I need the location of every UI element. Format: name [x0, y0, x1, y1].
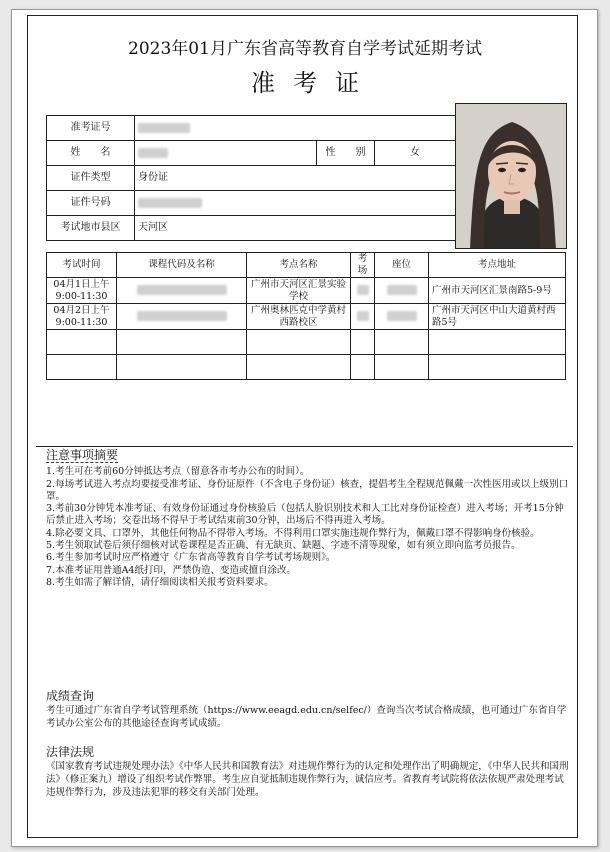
- section-divider: [36, 446, 573, 447]
- header-seat: 座位: [375, 253, 429, 278]
- score-section: [46, 690, 571, 730]
- header-site: 考点名称: [247, 253, 351, 278]
- id-no-value: [135, 191, 456, 216]
- score-title: 成绩查询: [46, 689, 95, 703]
- id-type-label: 证件类型: [47, 166, 135, 191]
- header-time: 考试时间: [47, 253, 117, 278]
- ticket-value: [135, 116, 456, 141]
- row2-course: [117, 304, 247, 330]
- district-row: [47, 216, 456, 241]
- id-no-row: [47, 191, 456, 216]
- name-row: [47, 141, 456, 166]
- page-subtitle: 准考证: [251, 69, 377, 97]
- page-title: 2023年01月广东省高等教育自学考试延期考试: [128, 39, 482, 59]
- id-type-value: 身份证: [135, 166, 456, 191]
- gender-label: 性 别: [317, 141, 375, 166]
- row1-course: [117, 278, 247, 304]
- id-type-row: [47, 166, 456, 191]
- redacted-seat: [387, 311, 417, 321]
- candidate-info-table: [46, 115, 456, 241]
- name-label: 姓 名: [47, 141, 135, 166]
- notes-section: [46, 449, 571, 589]
- law-section: [46, 746, 571, 799]
- header-address: 考点地址: [429, 253, 566, 278]
- note-item: 5.考生领取试卷后须仔细核对试卷课程是否正确、有无缺页、缺题、字迹不清等现象，如有须立即向监考员报告。: [46, 540, 521, 552]
- note-item: 3.考前30分钟凭本准考证、有效身份证通过身份核验后（包括人脸识别技术和人工比对身份证检查）进入考场；开考15分钟后禁止进入考场；交卷出场不得早于考试结束前30分钟，出场后不得再进入考场。: [46, 503, 564, 527]
- row1-address: 广州市天河区汇景南路5-9号: [429, 278, 566, 304]
- row2-room: [351, 304, 375, 330]
- header-room: 考场: [351, 253, 375, 278]
- row2-address: 广州市天河区中山大道黄村西路5号: [429, 304, 566, 330]
- law-title: 法律法规: [46, 745, 95, 759]
- schedule-header-row: [47, 253, 566, 278]
- candidate-photo: [455, 103, 567, 249]
- row2-seat: [375, 304, 429, 330]
- law-text: 《国家教育考试违规处理办法》《中华人民共和国教育法》对违规作弊行为的认定和处理作出了明确规定，《中华人民共和国刑法》（修正案九）增设了组织考试作弊罪。考生应自觉抵制违规作弊行为，诚信应考。省教育考试院将依法依规严肃处理考试违规作弊行为，涉及违法犯罪的移交有关部门处理。: [46, 761, 569, 798]
- id-no-label: 证件号码: [47, 191, 135, 216]
- table-row: [47, 330, 566, 355]
- row1-seat: [375, 278, 429, 304]
- gender-value: 女: [375, 141, 456, 166]
- note-item: 2.每场考试进入考点均要接受准考证、身份证原件（不含电子身份证）核查，提倡考生全程规范佩戴一次性医用或以上级别口罩。: [46, 478, 569, 502]
- score-text: 考生可通过广东省自学考试管理系统（https://www.eeagd.edu.cn/selfec/）查询当次考试合格成绩，也可通过广东省自学考试办公室公布的其他途径查询考试成绩。: [46, 705, 567, 729]
- row2-time: 04月2日上午 9:00-11:30: [47, 304, 117, 330]
- note-item: 6.考生参加考试时应严格遵守《广东省高等教育自学考试考场规则》。: [46, 552, 336, 564]
- redacted-room: [357, 311, 369, 321]
- exam-schedule-table: [46, 252, 566, 380]
- redacted-ticket: [138, 123, 190, 133]
- row2-site: 广州奥林匹克中学黄村西路校区: [247, 304, 351, 330]
- notes-title: 注意事项摘要: [46, 448, 119, 462]
- row1-room: [351, 278, 375, 304]
- redacted-seat: [387, 285, 417, 295]
- district-label: 考试地市县区: [47, 216, 135, 241]
- ticket-row: [47, 116, 456, 141]
- row1-time: 04月1日上午 9:00-11:30: [47, 278, 117, 304]
- header-course: 课程代码及名称: [117, 253, 247, 278]
- ticket-label: 准考证号: [47, 116, 135, 141]
- note-item: 8.考生如需了解详情，请仔细阅读相关报考资料要求。: [46, 576, 274, 588]
- redacted-course: [137, 285, 227, 295]
- row1-site: 广州市天河区汇景实验学校: [247, 278, 351, 304]
- table-row: [47, 304, 566, 330]
- portrait-image: [456, 104, 567, 249]
- redacted-room: [357, 285, 369, 295]
- redacted-id-no: [138, 198, 202, 208]
- name-value: [135, 141, 317, 166]
- note-item: 1.考生可在考前60分钟抵达考点（留意各市考办公布的时间）。: [46, 466, 310, 478]
- note-item: 7.本准考证用普通A4纸打印，严禁伪造、变造或擅自涂改。: [46, 564, 296, 576]
- redacted-name: [138, 148, 168, 158]
- table-row: [47, 278, 566, 304]
- district-value: 天河区: [135, 216, 456, 241]
- redacted-course: [137, 311, 227, 321]
- note-item: 4.除必要文具、口罩外，其他任何物品不得带入考场。不得利用口罩实施违规作弊行为，佩戴口罩不得影响身份核验。: [46, 527, 540, 539]
- table-row: [47, 355, 566, 380]
